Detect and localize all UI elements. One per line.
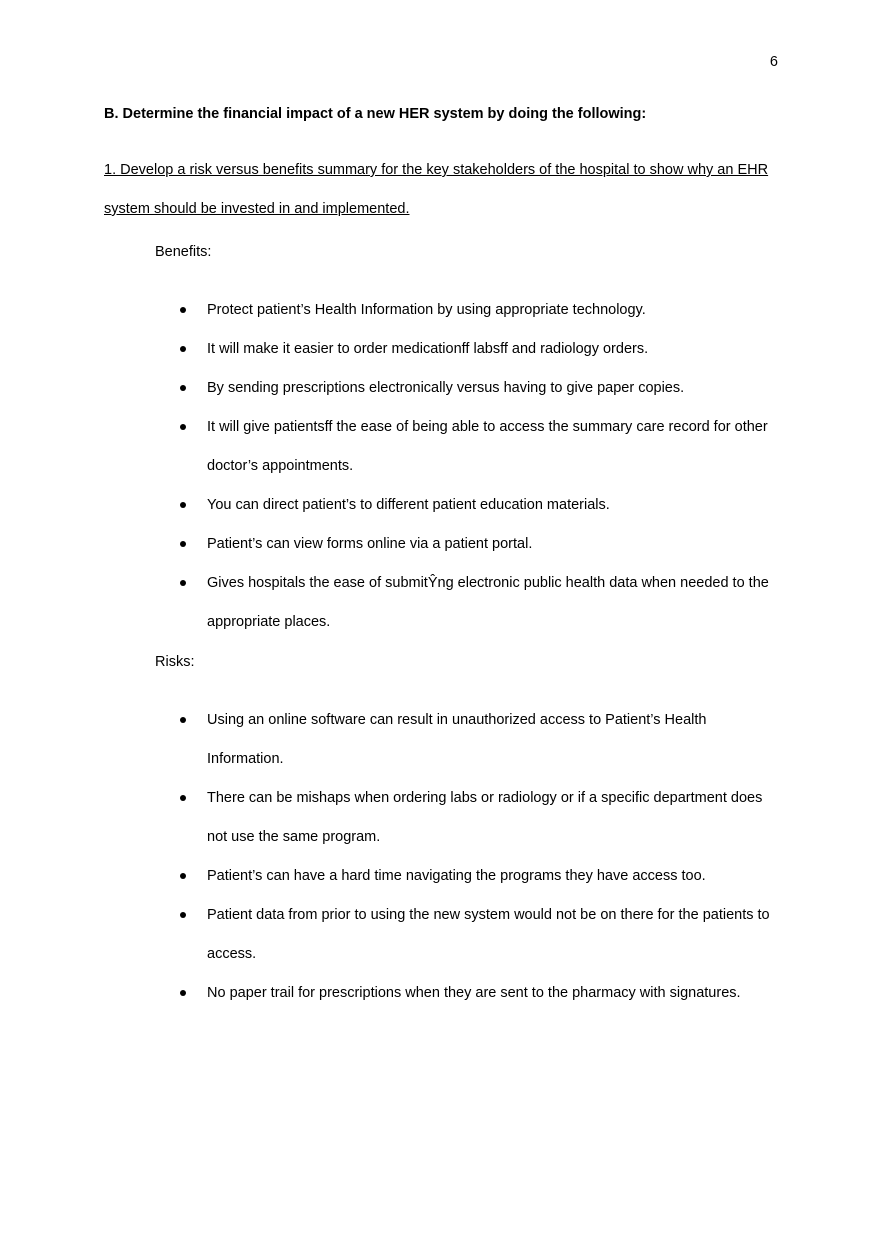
list-item-text: Patient data from prior to using the new system would not be on there for the patients to access. bbox=[207, 907, 770, 962]
bullet-icon bbox=[180, 502, 186, 508]
list-item-text: Patient’s can view forms online via a patient portal. bbox=[207, 536, 533, 552]
list-item-text: There can be mishaps when ordering labs or radiology or if a specific department does not use the same program. bbox=[207, 790, 763, 845]
list-item-text: It will give patientsff the ease of being able to access the summary care record for other doctor’s appointments. bbox=[207, 419, 768, 474]
bullet-icon bbox=[180, 580, 186, 586]
list-item bbox=[0, 408, 880, 486]
bullet-icon bbox=[180, 541, 186, 547]
list-item-text: Protect patient’s Health Information by using appropriate technology. bbox=[207, 302, 646, 318]
list-item-text: No paper trail for prescriptions when they are sent to the pharmacy with signatures. bbox=[207, 985, 741, 1001]
risks-label: Risks: bbox=[155, 654, 195, 670]
bullet-icon bbox=[180, 795, 186, 801]
bullet-icon bbox=[180, 307, 186, 313]
risks-list bbox=[0, 701, 880, 1013]
bullet-icon bbox=[180, 990, 186, 996]
list-item-text: Patient’s can have a hard time navigating the programs they have access too. bbox=[207, 868, 706, 884]
list-item bbox=[0, 564, 880, 642]
list-item bbox=[0, 330, 880, 369]
list-item bbox=[0, 896, 880, 974]
list-item-text: You can direct patient’s to different patient education materials. bbox=[207, 497, 610, 513]
bullet-icon bbox=[180, 424, 186, 430]
list-item bbox=[0, 369, 880, 408]
bullet-icon bbox=[180, 912, 186, 918]
list-item bbox=[0, 779, 880, 857]
list-item-text: Using an online software can result in unauthorized access to Patient’s Health Information. bbox=[207, 712, 707, 767]
benefits-list bbox=[0, 291, 880, 642]
bullet-icon bbox=[180, 717, 186, 723]
list-item bbox=[0, 525, 880, 564]
list-item bbox=[0, 974, 880, 1013]
page-number: 6 bbox=[769, 54, 778, 70]
list-item bbox=[0, 857, 880, 896]
bullet-icon bbox=[180, 385, 186, 391]
benefits-label: Benefits: bbox=[155, 244, 212, 260]
task-subheading: 1. Develop a risk versus benefits summary for the key stakeholders of the hospital to show why an EHR system should be invested in and implemented. bbox=[104, 162, 769, 217]
bullet-icon bbox=[180, 346, 186, 352]
list-item bbox=[0, 291, 880, 330]
list-item bbox=[0, 701, 880, 779]
list-item-text: It will make it easier to order medicationff labsff and radiology orders. bbox=[207, 341, 649, 357]
list-item-text: By sending prescriptions electronically versus having to give paper copies. bbox=[207, 380, 685, 396]
list-item-text: Gives hospitals the ease of submitŶng electronic public health data when needed to the appropriate places. bbox=[207, 575, 769, 630]
section-heading: B. Determine the financial impact of a new HER system by doing the following: bbox=[104, 106, 647, 122]
list-item bbox=[0, 486, 880, 525]
bullet-icon bbox=[180, 873, 186, 879]
